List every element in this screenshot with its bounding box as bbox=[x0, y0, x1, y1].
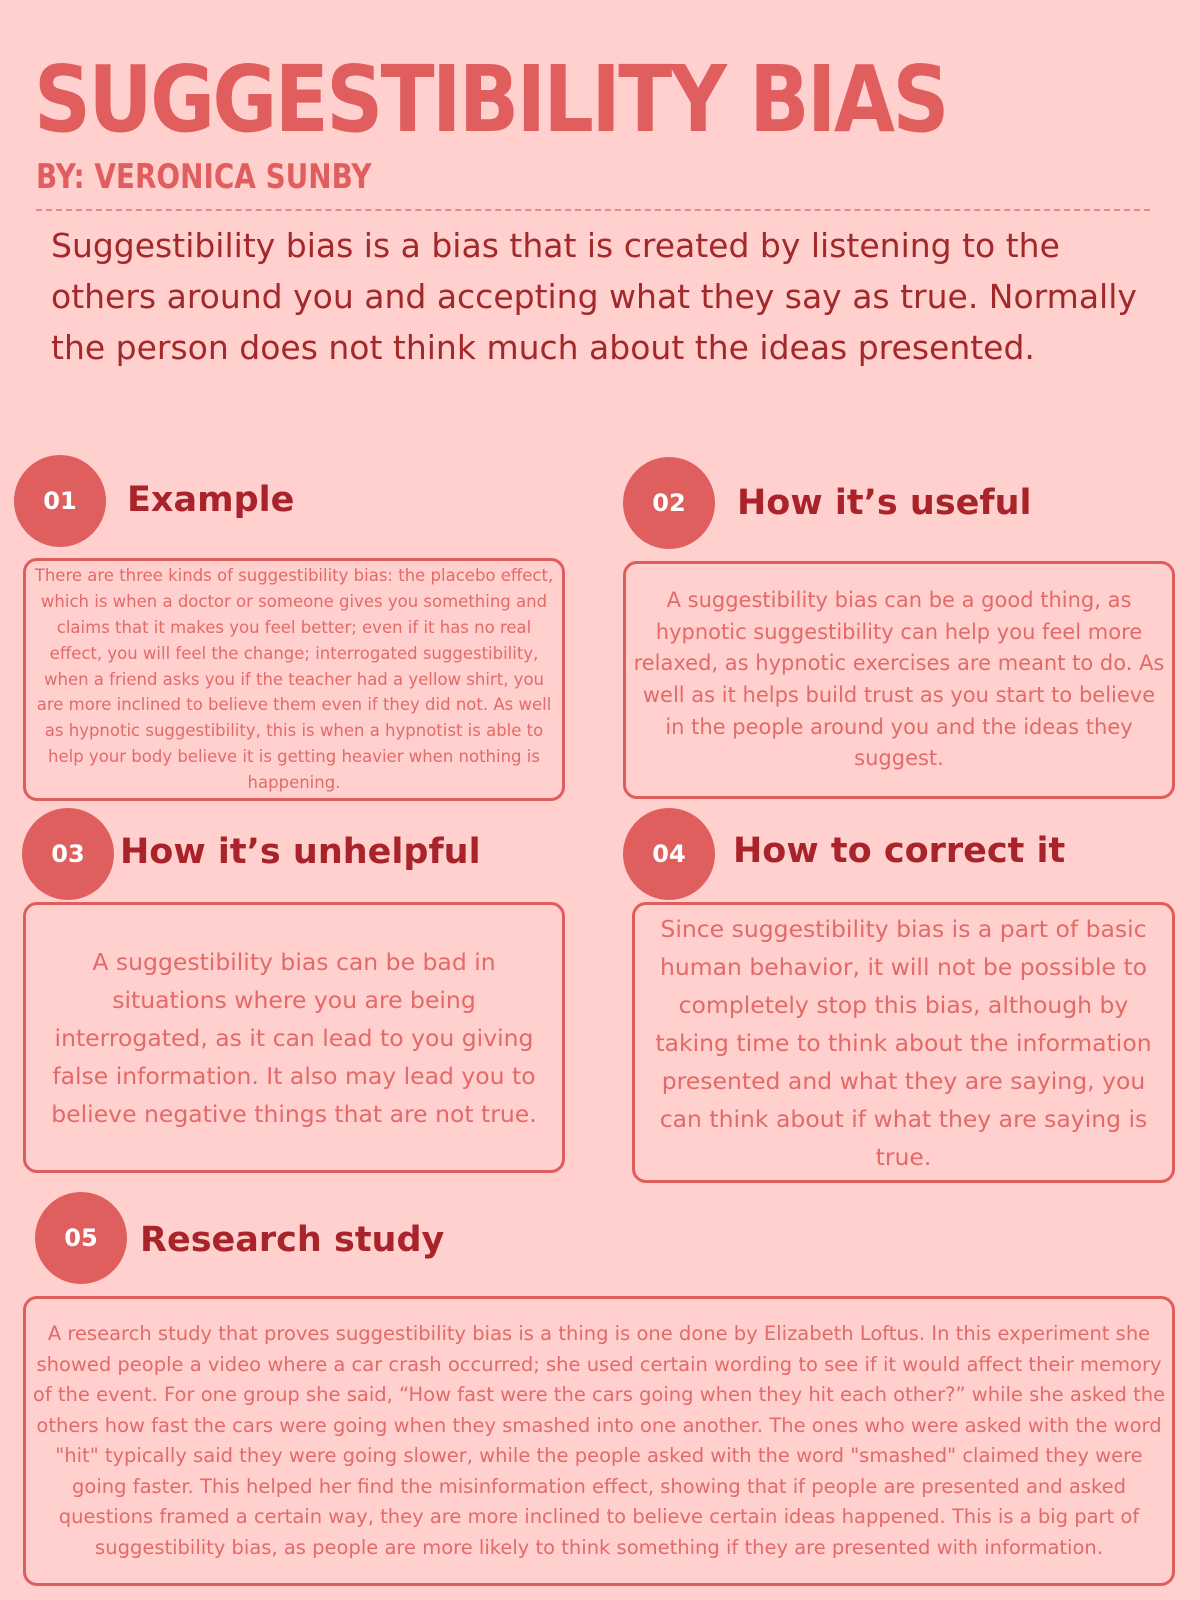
section-body-correct: Since suggestibility bias is a part of basic human behavior, it will not be possible to completely stop this bias, although by taking time to think about the information presented and what they are saying, you can think about if what they are saying is true. bbox=[655, 914, 1152, 1171]
intro-paragraph: Suggestibility bias is a bias that is created by listening to the others around you and accepting what they say as true. Normally the person does not think much about the ideas presented. bbox=[51, 226, 1137, 367]
section-number-badge: 05 bbox=[35, 1192, 127, 1284]
section-box-research bbox=[23, 1296, 1175, 1586]
section-heading-research: Research study bbox=[140, 1220, 445, 1260]
section-heading-correct: How to correct it bbox=[733, 831, 1066, 871]
section-box-unhelpful bbox=[23, 902, 565, 1173]
section-box-example bbox=[23, 558, 565, 801]
section-box-correct bbox=[632, 902, 1175, 1183]
section-body-research: A research study that proves suggestibility bias is a thing is one done by Elizabeth Loftus. In this experiment she showed people a video where a car crash occurred; she used certain wording to see if it would affect their memory of the event. For one group she said, “How fast were the cars going when they hit each other?” while she asked the others how fast the cars were going when they smashed into one another. The ones who were asked with the word "hit" typically said they were going slower, while the people asked with the word "smashed" claimed they were going faster. This helped her find the misinformation effect, showing that if people are presented and asked questions framed a certain way, they are more inclined to believe certain ideas happened. This is a big part of suggestibility bias, as people are more likely to think something if they are presented with information. bbox=[32, 1322, 1166, 1559]
section-body-unhelpful: A suggestibility bias can be bad in situations where you are being interrogated, as it can lead to you giving false information. It also may lead you to believe negative things that are not true. bbox=[51, 947, 537, 1128]
author-byline: BY: VERONICA SUNBY bbox=[36, 157, 372, 197]
dashed-divider bbox=[36, 209, 1150, 211]
section-heading-useful: How it’s useful bbox=[737, 483, 1032, 523]
section-body-example: There are three kinds of suggestibility bias: the placebo effect, which is when a doctor or someone gives you something and claims that it makes you feel better; even if it has no real effect, you will feel the change; interrogated suggestibility, when a friend asks you if the teacher had a yellow shirt, you are more inclined to believe them even if they did not. As well as hypnotic suggestibility, this is when a hypnotist is able to help your body believe it is getting heavier when nothing is happening. bbox=[34, 566, 554, 792]
page-title: SUGGESTIBILITY BIAS bbox=[34, 46, 947, 153]
section-number-badge: 04 bbox=[623, 808, 715, 900]
section-box-useful bbox=[623, 561, 1175, 799]
section-heading-example: Example bbox=[127, 480, 295, 520]
section-number-badge: 03 bbox=[22, 808, 114, 900]
section-body-useful: A suggestibility bias can be a good thing, as hypnotic suggestibility can help you feel more relaxed, as hypnotic exercises are meant to do. As well as it helps build trust as you start to believe in the people around you and the ideas they suggest. bbox=[633, 588, 1165, 771]
section-number-badge: 01 bbox=[14, 455, 106, 547]
section-number-badge: 02 bbox=[623, 457, 715, 549]
section-heading-unhelpful: How it’s unhelpful bbox=[120, 832, 481, 872]
